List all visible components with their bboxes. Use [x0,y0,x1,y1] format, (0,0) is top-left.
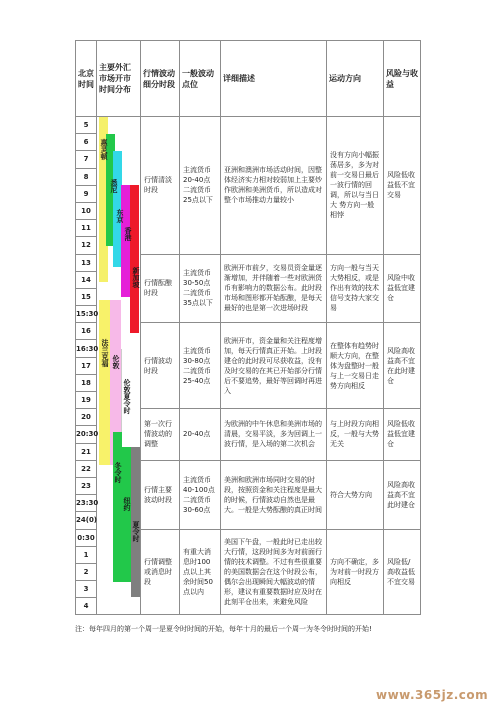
label-tokyo: 东京 [116,209,124,223]
segment-name: 行情酝酿时段 [141,254,180,323]
hour-cell: 15:30 [76,306,97,323]
segment-points: 主流货币30-80点二流货币25-40点 [180,323,221,409]
segment-points: 有重大消息时100点以上其余时间50点以内 [180,529,221,615]
hour-cell: 13 [76,254,97,271]
header-risk: 风险与收益 [384,41,421,117]
header-direction: 运动方向 [327,41,384,117]
label-hongkong: 香港 [124,227,132,241]
market-bars-cell [97,117,141,615]
label-sydney: 悉尼 [110,179,118,193]
segment-direction: 符合大势方向 [327,460,384,529]
segment-risk: 风险低收益低宜建仓 [384,409,421,461]
segment-risk: 风险高收益高不宜此时建仓 [384,460,421,529]
segment-risk: 风险低收益低不宜交易 [384,117,421,255]
market-bar-newyork [121,447,131,582]
segment-points: 主流货币40-100点二流货币30-60点 [180,460,221,529]
segment-points: 主流货币30-50点二流货币35点以下 [180,254,221,323]
segment-risk: 风险中收益低宜建仓 [384,254,421,323]
hour-cell: 23 [76,477,97,494]
segment-detail: 为欧洲的中午休息和美洲市场的清晨，交易平淡，多为回调上一波行情，是入场的第二次机会 [221,409,327,461]
hour-cell: 20:30 [76,426,97,443]
segment-direction: 与上时段方向相反，一般与大势无关 [327,409,384,461]
header-segment: 行情波动细分时段 [141,41,180,117]
hour-cell: 14 [76,271,97,288]
hour-cell: 0:30 [76,529,97,546]
hour-cell: 15 [76,288,97,305]
segment-name: 行情调整或消息时段 [141,529,180,615]
hour-row [76,117,421,134]
hour-cell: 5 [76,117,97,134]
segment-direction: 方向一般与当天大势相反，或是作出有效的技术信号支持大家交易 [327,254,384,323]
market-bar-frankfurt [99,300,110,465]
hour-cell: 10 [76,202,97,219]
segment-direction: 没有方向小幅振荡居多，多为对前一交易日最后一波行情的回调，所以与当日大 势方向一般相悖 [327,117,384,255]
hour-cell: 20 [76,409,97,426]
segment-direction: 在整体有趋势时顺大方向，在整体为盘整时一般与上一交易日走势方向相反 [327,323,384,409]
hour-cell: 7 [76,151,97,168]
hour-cell: 11 [76,220,97,237]
label-newyork: 纽约 [123,497,131,511]
hour-cell: 17 [76,357,97,374]
segment-direction: 方向不确定，多为对前一时段方向相反 [327,529,384,615]
segment-name: 行情波动时段 [141,323,180,409]
header-market: 主要外汇市场开市时间分布 [97,41,141,117]
hour-cell: 1 [76,546,97,563]
segment-risk: 风险低/高收益低不宜交易 [384,529,421,615]
watermark: www.365jz.com [376,688,489,702]
label-london-summer: 伦敦夏令时 [123,379,131,414]
market-bar-newyork-winter [113,432,122,582]
label-london: 伦敦 [112,355,120,369]
hour-cell: 21 [76,443,97,460]
hour-cell: 23:30 [76,495,97,512]
label-newyork-summer: 夏令时 [132,521,140,542]
hour-cell: 16:30 [76,340,97,357]
hour-cell: 18 [76,374,97,391]
hour-cell: 19 [76,392,97,409]
hour-cell: 2 [76,563,97,580]
header-row [76,41,421,117]
hour-cell: 9 [76,185,97,202]
header-time: 北京时间 [76,41,97,117]
segment-risk: 风险高收益高不宜在此时建仓 [384,323,421,409]
header-points: 一般波动点位 [180,41,221,117]
footnote: 注：每年四月的第一个周一是夏令时时间的开始，每年十月的最后一个周一为冬令时时间的开始! [75,625,372,633]
forex-table [75,40,421,615]
segment-detail: 美国下午盘，一般此时已走出较大行情，这段时间多为对前面行情的技术调整。不过有些很重要的美国数据会在这个时段公布，偶尔会出现瞬间大幅波动的情形，建议有重要数据时应及时在此刻平仓出来，来避免风险 [221,529,327,615]
segment-detail: 美洲和欧洲市场同时交易的时段，按照资金和关注程度是最大的时候，行情波动自然也是最大。一般是大势酝酿的真正时间 [221,460,327,529]
hour-cell: 4 [76,598,97,615]
segment-detail: 欧洲开市，资金量和关注程度增加，每天行情真正开始。上时段建仓的此时段可尽获收益，没有及时交易的在其已开始部分行情后不要追势，最好等回调时再进入 [221,323,327,409]
hour-cell: 24(0) [76,512,97,529]
hour-cell: 8 [76,168,97,185]
header-detail: 详细描述 [221,41,327,117]
forex-schedule-sheet [75,40,420,620]
hour-cell: 12 [76,237,97,254]
segment-detail: 亚洲和澳洲市场活动时间，因整体经济实力相对较弱加上主要炒作欧洲和美洲货币，所以造成对整个市场推动力量较小 [221,117,327,255]
segment-points: 20-40点 [180,409,221,461]
hour-cell: 6 [76,134,97,151]
label-singapore: 新加坡 [132,267,140,288]
label-frankfurt: 法兰克福 [101,339,109,367]
segment-name: 第一次行情波动的调整 [141,409,180,461]
segment-name: 行情清淡时段 [141,117,180,255]
hour-cell: 3 [76,581,97,598]
hour-cell: 16 [76,323,97,340]
label-newyork-winter: 冬令时 [114,462,122,483]
segment-detail: 欧洲开市前夕，交易员资金量逐渐增加，并伴随着一些对欧洲货币有影响力的数据公布。此时段市场和图形都开始酝酿，是每天最好的也是第一次进场时段 [221,254,327,323]
market-bar-singapore [130,185,139,333]
hour-cell: 22 [76,460,97,477]
segment-points: 主流货币20-40点二流货币25点以下 [180,117,221,255]
segment-name: 行情主要波动时段 [141,460,180,529]
label-wellington: 惠灵顿 [100,139,108,160]
